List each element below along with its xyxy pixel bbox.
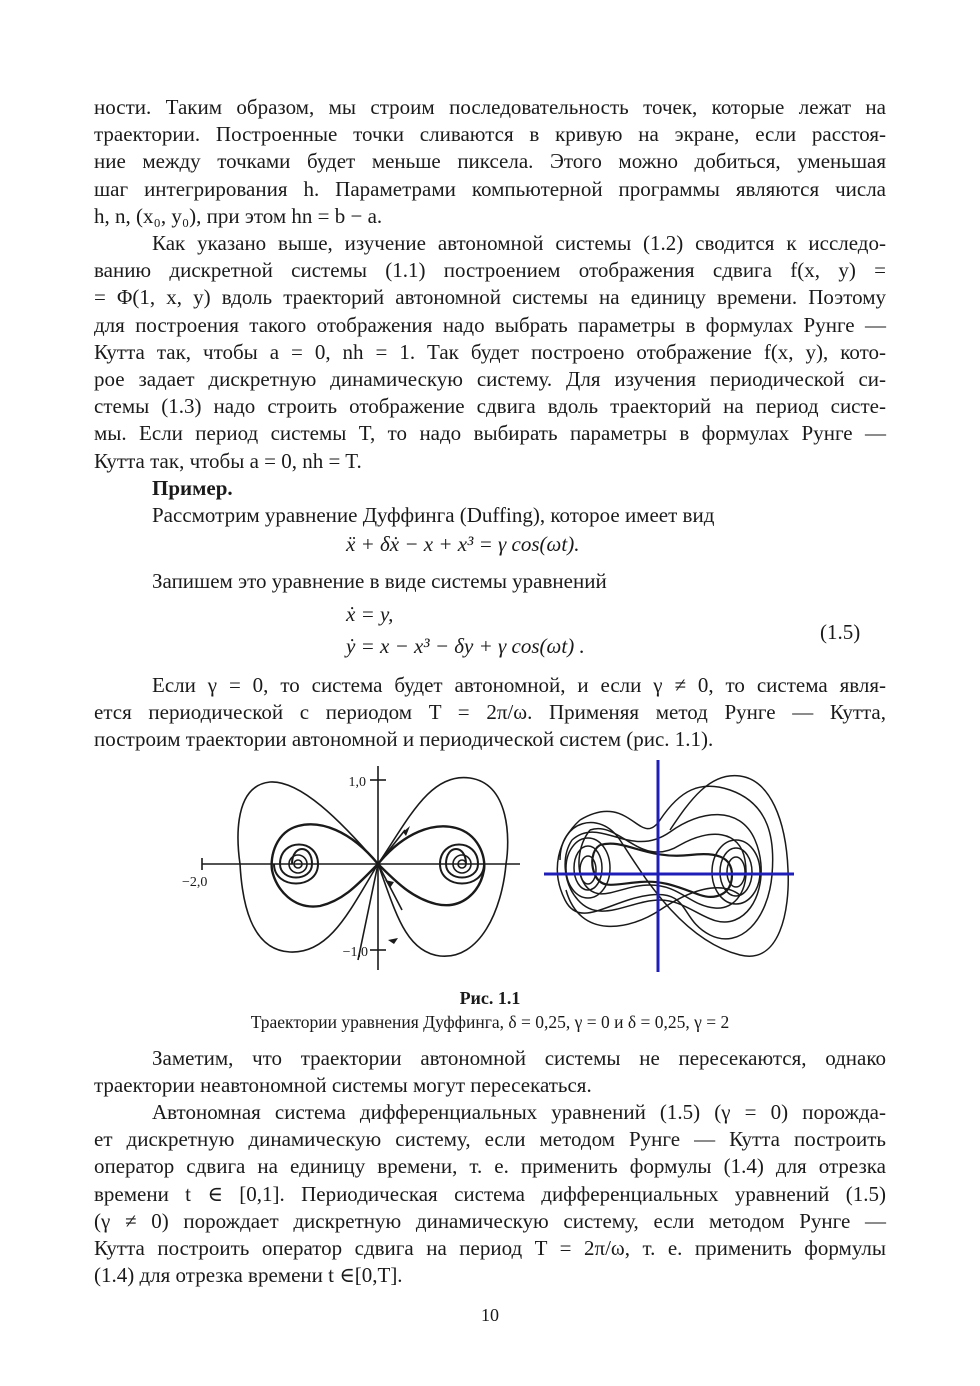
text-line: Автономная система дифференциальных уравнений (1.5) (γ = 0) порожда-: [152, 1100, 886, 1124]
text-line: стемы (1.3) надо строить отображение сдвига вдоль траекторий на период систе-: [94, 394, 886, 419]
paragraph-3: [94, 672, 886, 754]
text-line: Как указано выше, изучение автономной системы (1.2) сводится к исследо-: [152, 231, 886, 255]
paragraph-2: [94, 230, 886, 475]
figure-periodic-portrait: [540, 760, 800, 980]
text-line: ванию дискретной системы (1.1) построением отображения сдвига f(x, y) =: [94, 258, 886, 283]
text-line: Кутта так, чтобы a = 0, nh = T.: [94, 448, 362, 473]
figure-autonomous-portrait: [180, 760, 525, 980]
figure-caption-title: Рис. 1.1: [459, 988, 521, 1008]
example-heading-block: [94, 475, 886, 529]
text-line: ности. Таким образом, мы строим последовательность точек, которые лежат на: [94, 95, 886, 119]
equation-number: (1.5): [820, 620, 861, 644]
paragraph-5: [94, 1099, 886, 1289]
text-line: Кутта построить оператор сдвига на период T = 2π/ω, т. е. применить формулы: [94, 1236, 886, 1261]
text-line: ется периодической с периодом T = 2π/ω. Применяя метод Рунге — Кутта,: [94, 700, 886, 725]
text-line: Если γ = 0, то система будет автономной, и если γ ≠ 0, то система явля-: [152, 673, 886, 697]
text-line: траектории неавтономной системы могут пересекаться.: [94, 1073, 592, 1098]
paragraph-4: [94, 1045, 886, 1099]
text-line: ет дискретную динамическую систему, если методом Рунге — Кутта построить: [94, 1127, 886, 1152]
text-line: построим траектории автономной и периодической систем (рис. 1.1).: [94, 727, 714, 752]
text-line: Кутта так, чтобы a = 0, nh = 1. Так будет построено отображение f(x, y), кото-: [94, 339, 886, 364]
text-line: (γ ≠ 0) порождает дискретную динамическую систему, если методом Рунге —: [94, 1208, 886, 1233]
text-line: времени t ∈ [0,1]. Периодическая система дифференциальных уравнений (1.5): [94, 1181, 886, 1206]
text-line: шаг интегрирования h. Параметрами компьютерной программы являются числа: [94, 176, 886, 201]
tick-label-y-top: 1,0: [348, 775, 366, 790]
text-line: Заметим, что траектории автономной системы не пересекаются, однако: [152, 1046, 886, 1070]
example-intro: Рассмотрим уравнение Дуффинга (Duffing), которое имеет вид: [152, 503, 715, 528]
tick-label-y-bottom: −1,0: [342, 945, 368, 960]
figure-caption-text: Траектории уравнения Дуффинга, δ = 0,25, γ = 0 и δ = 0,25, γ = 2: [250, 1012, 730, 1032]
text-line: = Φ(1, x, y) вдоль траекторий автономной системы на единицу времени. Поэтому: [94, 285, 886, 310]
example-heading: Пример.: [152, 476, 233, 500]
page-number: 10: [481, 1305, 499, 1325]
text-line: для построения такого отображения надо выбрать параметры в формулах Рунге —: [94, 312, 886, 337]
system-intro: Запишем это уравнение в виде системы уравнений: [152, 569, 607, 593]
text-line: ние между точками будет меньше пиксела. Этого можно добиться, уменьшая: [94, 149, 886, 174]
left-separatrix: [272, 824, 378, 906]
text-line: траектории. Построенные точки сливаются в кривую на экране, если расстоя-: [94, 122, 886, 147]
tick-label-x-left: −2,0: [182, 875, 208, 890]
outer-trajectory: [238, 777, 508, 956]
system-line-2: ẏ = x − x³ − δy + γ cos(ωt) .: [346, 634, 585, 658]
periodic-trajectory: [557, 786, 772, 939]
system-intro-block: [94, 568, 886, 595]
paragraph-1: [94, 94, 886, 230]
text-line: h, n, (x₀, y₀), при этом hn = b − a.: [94, 203, 383, 228]
duffing-equation: ẍ + δẋ − x + x³ = γ cos(ωt).: [346, 532, 580, 556]
text-line: оператор сдвига на единицу времени, т. е. применить формулы (1.4) для отрезка: [94, 1154, 886, 1179]
system-line-1: ẋ = y,: [346, 602, 394, 626]
text-line: мы. Если период системы T, то надо выбирать параметры в формулах Рунге —: [94, 421, 886, 446]
text-line: рое задает дискретную динамическую систему. Для изучения периодической си-: [94, 367, 886, 392]
text-line: (1.4) для отрезка времени t ∈[0,T].: [94, 1263, 403, 1288]
